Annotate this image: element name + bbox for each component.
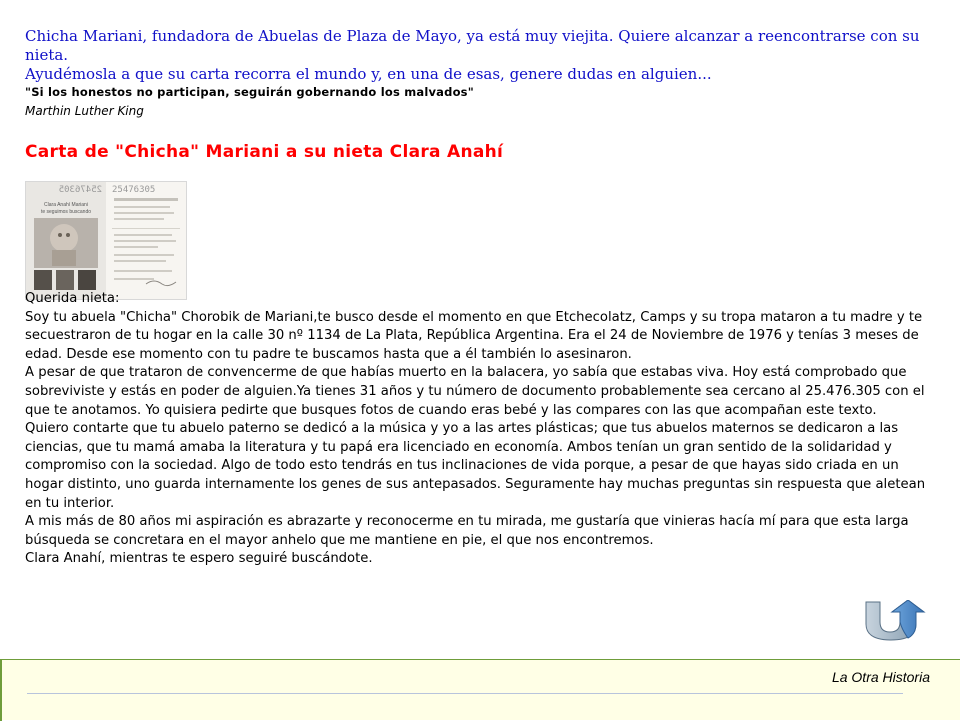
letter-title: Carta de "Chicha" Mariani a su nieta Clara Anahí bbox=[25, 142, 504, 162]
u-turn-return-arrow-icon bbox=[862, 600, 928, 642]
id-document-illustration bbox=[26, 182, 186, 299]
footer bbox=[0, 659, 960, 720]
letter-signoff: Clara Anahí, mientras te espero seguiré buscándote. bbox=[25, 551, 373, 567]
photo-caption-2: te seguimos buscando bbox=[40, 209, 92, 215]
footer-divider bbox=[27, 693, 903, 694]
return-button[interactable] bbox=[862, 600, 928, 642]
letter-body bbox=[25, 290, 940, 569]
quote: "Si los honestos no participan, seguirán gobernando los malvados" bbox=[25, 85, 474, 99]
letter-paragraph: A mis más de 80 años mi aspiración es abrazarte y reconocerme en tu mirada, me gustaría que vinieras hacía mí para que esta larga búsqueda se concretara en el mayor anhelo que me mantiene en pie, el que nos encontremos. bbox=[25, 514, 909, 548]
footer-left-rule bbox=[0, 660, 2, 721]
id-document-photo bbox=[25, 181, 187, 300]
doc-number: 25476305 bbox=[112, 185, 156, 195]
intro-line-2: Ayudémosla a que su carta recorra el mundo y, en una de esas, genere dudas en alguien... bbox=[25, 65, 712, 83]
intro-line-1: Chicha Mariani, fundadora de Abuelas de Plaza de Mayo, ya está muy viejita. Quiere alcanzar a reencontrarse con su nieta. bbox=[25, 27, 920, 64]
letter-greeting: Querida nieta: bbox=[25, 291, 120, 306]
letter-paragraph: Quiero contarte que tu abuelo paterno se dedicó a la música y yo a las artes plásticas; que tus abuelos maternos se dedicaron a las ciencias, que tu mamá amaba la literatura y tu papá era licenciado en economía. Ambos tenían un gran sentido de la solidaridad y compromiso con la sociedad. Algo de todo esto tendrás en tus inclinaciones de vida porque, a pesar de que hayas sido criada en un hogar distinto, uno guarda internamente los genes de sus antepasados. Seguramente hay muchas preguntas sin respuesta que aletean en tu interior. bbox=[25, 421, 926, 511]
letter-paragraph: A pesar de que trataron de convencerme de que habías muerto en la balacera, yo sabía que estabas viva. Hoy está comprobado que sobreviviste y estás en poder de alguien.Ya tienes 31 años y tu número de documento probablemente sea cercano al 25.476.305 con el que te anotamos. Yo quisiera pedirte que busques fotos de cuando eras bebé y las compares con las que acompañan este texto. bbox=[25, 365, 925, 418]
photo-caption-1: Clara Anahí Mariani bbox=[44, 202, 88, 208]
quote-author: Marthin Luther King bbox=[25, 104, 144, 118]
footer-label: La Otra Historia bbox=[831, 669, 930, 685]
letter-paragraph: Soy tu abuela "Chicha" Chorobik de Mariani,te busco desde el momento en que Etchecolatz, Camps y su tropa mataron a tu madre y te secuestraron de tu hogar en la calle 30 nº 1134 de La Plata, República Argentina. Era el 24 de Noviembre de 1976 y tenías 3 meses de edad. Desde ese momento con tu padre te buscamos hasta que a él también lo asesinaron. bbox=[25, 309, 923, 362]
intro-text bbox=[25, 27, 935, 84]
doc-number-mirrored: 25476305 bbox=[58, 185, 102, 195]
